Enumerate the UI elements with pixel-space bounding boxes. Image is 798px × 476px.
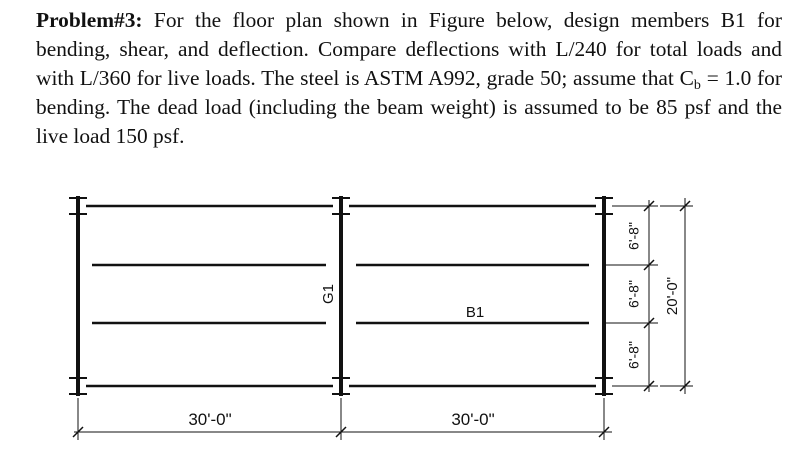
span-label-right: 30'-0"	[451, 410, 495, 429]
span-label-left: 30'-0"	[188, 410, 232, 429]
beam-label-b1: B1	[465, 304, 485, 321]
girder-label-g1: G1	[319, 283, 337, 305]
problem-heading: Problem#3:	[36, 8, 143, 32]
total-depth-label: 20'-0"	[663, 276, 681, 316]
span-dimension-line	[73, 398, 612, 440]
spacing-label-top: 6'-8"	[625, 222, 642, 250]
cb-subscript: b	[693, 78, 701, 93]
spacing-label-bottom: 6'-8"	[625, 341, 642, 369]
problem-text-part-2: = 1.0 for bending. The dead load (including the beam weight) is assumed to be 85 psf and the live load 150 psf.	[36, 66, 782, 148]
problem-text-part-1: For the floor plan shown in Figure below, design members B1 for bending, shear, and deflection. Compare deflections with L/240 for total loads and with L/360 for live loads. The steel is ASTM A992, grade 50; assume that C	[36, 8, 782, 90]
spacing-label-middle: 6'-8"	[625, 280, 642, 308]
